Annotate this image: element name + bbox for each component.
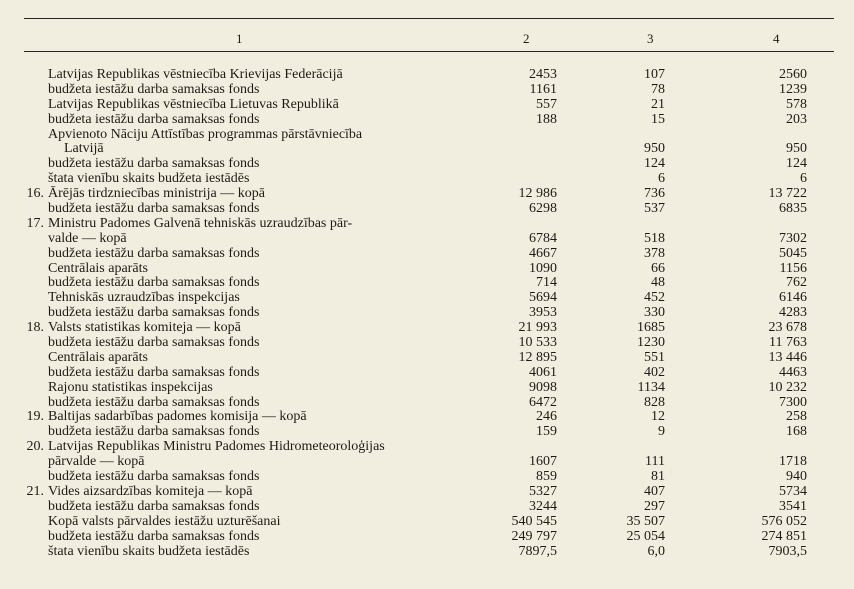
table-row [0,396,854,411]
value-col-3: 452 [644,290,665,306]
value-col-4: 274 851 [761,528,807,544]
table-row [0,530,854,545]
row-label: Rajonu statistikas inspekcijas [48,379,213,395]
column-header-1: 1 [236,31,243,46]
value-col-3: 828 [644,394,665,410]
value-col-3: 35 507 [626,513,665,529]
row-label: Kopā valsts pārvaldes iestāžu uzturēšanai [48,513,281,529]
table-row [0,262,854,277]
row-label: Valsts statistikas komiteja — kopā [48,320,241,336]
value-col-4: 576 052 [761,513,807,529]
row-label: Vides aizsardzības komiteja — kopā [48,483,253,499]
table-row [0,142,854,157]
value-col-4: 5045 [779,245,807,261]
row-label: budžeta iestāžu darba samaksas fonds [48,111,260,127]
value-col-2: 6298 [529,201,557,217]
value-col-4: 2560 [779,67,807,82]
value-col-2: 557 [536,96,557,112]
value-col-4: 6146 [779,290,807,306]
value-col-3: 950 [644,141,665,157]
table-row [0,187,854,202]
value-col-2: 859 [536,469,557,485]
value-col-2: 6472 [529,394,557,410]
value-col-4: 940 [786,469,807,485]
value-col-2: 2453 [529,67,557,82]
value-col-2: 9098 [529,379,557,395]
table-row [0,306,854,321]
table-row [0,172,854,187]
row-label: valde — kopā [48,230,127,246]
row-label: Latvijas Republikas vēstniecība Lietuvas Republikā [48,96,339,112]
value-col-3: 297 [644,498,665,514]
header-rule [24,51,834,52]
value-col-3: 551 [644,349,665,365]
value-col-4: 762 [786,275,807,291]
value-col-4: 3541 [779,498,807,514]
table-row [0,410,854,425]
table-row [0,381,854,396]
value-col-2: 3244 [529,498,557,514]
value-col-2: 5694 [529,290,557,306]
row-label: štata vienību skaits budžeta iestādēs [48,543,250,559]
value-col-3: 736 [644,186,665,202]
value-col-4: 7300 [779,394,807,410]
table-row [0,366,854,381]
value-col-3: 1685 [637,320,665,336]
row-label: budžeta iestāžu darba samaksas fonds [48,335,260,351]
table-row [0,500,854,515]
table-row [0,321,854,336]
value-col-3: 124 [644,156,665,172]
row-label: Latvijas Republikas Ministru Padomes Hidrometeoroloģijas [48,439,385,455]
row-label: Tehniskās uzraudzības inspekcijas [48,290,240,306]
value-col-2: 188 [536,111,557,127]
table-row [0,202,854,217]
table-row [0,98,854,113]
row-label: Ārējās tirdzniecības ministrija — kopā [48,186,265,202]
value-col-4: 168 [786,424,807,440]
value-col-3: 6,0 [647,543,665,559]
row-number: 17. [26,215,44,231]
value-col-3: 1134 [637,379,665,395]
value-col-2: 714 [536,275,557,291]
value-col-2: 540 545 [511,513,557,529]
table-row [0,470,854,485]
value-col-4: 4283 [779,305,807,321]
value-col-3: 81 [651,469,665,485]
value-col-3: 107 [644,67,665,82]
value-col-4: 950 [786,141,807,157]
value-col-2: 12 986 [518,186,557,202]
row-label: budžeta iestāžu darba samaksas fonds [48,81,260,97]
value-col-4: 1156 [779,260,807,276]
row-label: budžeta iestāžu darba samaksas fonds [48,498,260,514]
row-number: 18. [26,320,44,336]
value-col-3: 518 [644,230,665,246]
row-label: budžeta iestāžu darba samaksas fonds [48,528,260,544]
value-col-2: 10 533 [518,335,557,351]
value-col-3: 21 [651,96,665,112]
table-row [0,113,854,128]
value-col-4: 13 446 [768,349,807,365]
row-label: štata vienību skaits budžeta iestādēs [48,171,250,187]
table-row [0,485,854,500]
row-label: budžeta iestāžu darba samaksas fonds [48,469,260,485]
value-col-3: 330 [644,305,665,321]
value-col-3: 111 [645,454,665,470]
value-col-2: 3953 [529,305,557,321]
table-row [0,247,854,262]
value-col-2: 1090 [529,260,557,276]
table-row [0,440,854,455]
row-number: 20. [26,439,44,455]
value-col-3: 407 [644,483,665,499]
table-row [0,351,854,366]
value-col-4: 124 [786,156,807,172]
value-col-2: 1607 [529,454,557,470]
row-label: Centrālais aparāts [48,260,148,276]
table-row [0,128,854,143]
table-row [0,83,854,98]
row-label: budžeta iestāžu darba samaksas fonds [48,156,260,172]
row-label: budžeta iestāžu darba samaksas fonds [48,275,260,291]
value-col-3: 537 [644,201,665,217]
row-label: Ministru Padomes Galvenā tehniskās uzraudzības pār- [48,215,353,231]
column-header-2: 2 [523,31,530,46]
value-col-3: 6 [658,171,665,187]
value-col-2: 6784 [529,230,557,246]
table-row [0,68,854,83]
value-col-2: 12 895 [518,349,557,365]
row-number: 19. [26,409,44,425]
value-col-2: 249 797 [511,528,557,544]
value-col-2: 1161 [529,81,557,97]
value-col-3: 378 [644,245,665,261]
row-label: budžeta iestāžu darba samaksas fonds [48,305,260,321]
row-number: 16. [26,186,44,202]
budget-table [0,68,854,559]
value-col-4: 23 678 [768,320,807,336]
value-col-4: 6 [800,171,807,187]
row-label: budžeta iestāžu darba samaksas fonds [48,394,260,410]
row-label: pārvalde — kopā [48,454,145,470]
table-row [0,232,854,247]
table-row [0,157,854,172]
value-col-2: 4667 [529,245,557,261]
value-col-4: 1718 [779,454,807,470]
row-label: budžeta iestāžu darba samaksas fonds [48,364,260,380]
top-rule [24,18,834,19]
value-col-4: 578 [786,96,807,112]
value-col-4: 5734 [779,483,807,499]
row-label: budžeta iestāžu darba samaksas fonds [48,201,260,217]
value-col-2: 159 [536,424,557,440]
row-label: Latvijas Republikas vēstniecība Krievijas Federācijā [48,67,343,82]
row-number: 21. [26,483,44,499]
row-label: budžeta iestāžu darba samaksas fonds [48,245,260,261]
table-row [0,217,854,232]
value-col-3: 9 [658,424,665,440]
value-col-3: 48 [651,275,665,291]
table-row [0,276,854,291]
value-col-4: 6835 [779,201,807,217]
table-row [0,515,854,530]
value-col-4: 11 763 [769,335,807,351]
row-label: budžeta iestāžu darba samaksas fonds [48,424,260,440]
value-col-2: 246 [536,409,557,425]
value-col-2: 21 993 [518,320,557,336]
value-col-2: 5327 [529,483,557,499]
value-col-4: 258 [786,409,807,425]
row-label: Apvienoto Nāciju Attīstības programmas pārstāvniecība [48,126,363,142]
table-row [0,336,854,351]
value-col-3: 1230 [637,335,665,351]
value-col-4: 7302 [779,230,807,246]
value-col-3: 12 [651,409,665,425]
value-col-3: 402 [644,364,665,380]
table-row [0,455,854,470]
column-header-3: 3 [647,31,654,46]
value-col-3: 78 [651,81,665,97]
value-col-3: 15 [651,111,665,127]
row-label: Latvijā [64,141,104,157]
value-col-2: 7897,5 [518,543,557,559]
row-label: Baltijas sadarbības padomes komisija — kopā [48,409,307,425]
value-col-4: 7903,5 [768,543,807,559]
value-col-3: 25 054 [626,528,665,544]
column-header-4: 4 [773,31,780,46]
table-row [0,545,854,560]
value-col-4: 203 [786,111,807,127]
value-col-4: 13 722 [768,186,807,202]
value-col-4: 10 232 [768,379,807,395]
row-label: Centrālais aparāts [48,349,148,365]
value-col-2: 4061 [529,364,557,380]
table-row [0,291,854,306]
value-col-3: 66 [651,260,665,276]
value-col-4: 1239 [779,81,807,97]
value-col-4: 4463 [779,364,807,380]
